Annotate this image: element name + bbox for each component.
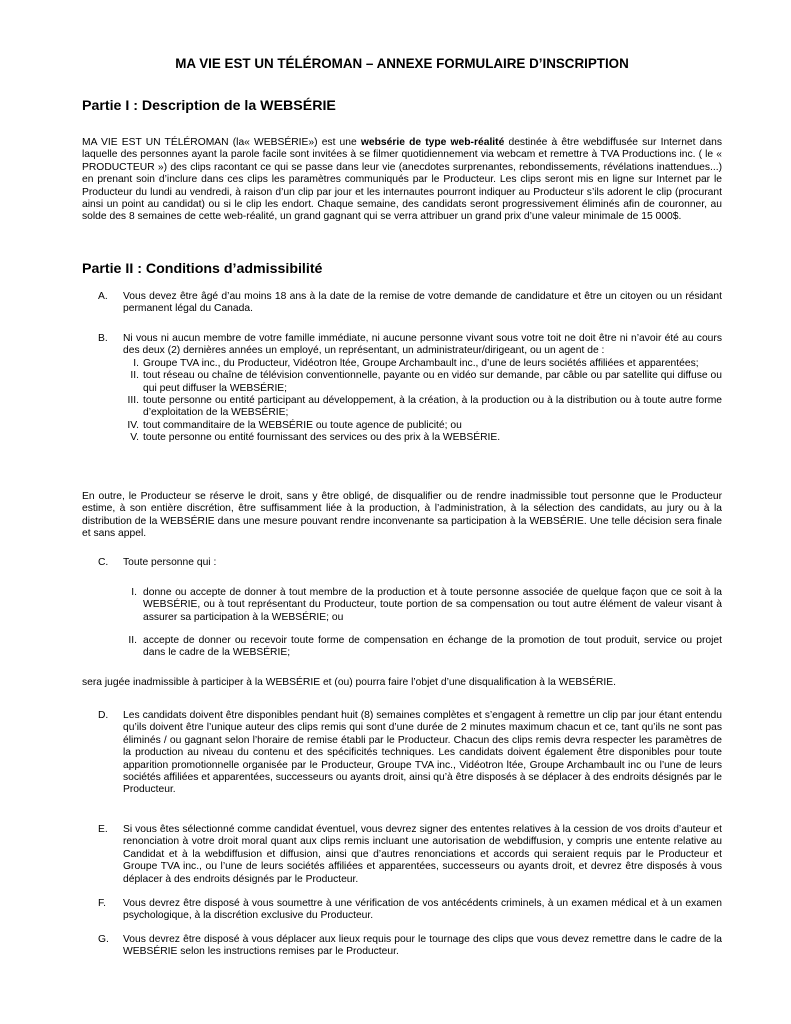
sub-item-number: I. [131,587,137,598]
part1-heading: Partie I : Description de la WEBSÉRIE [82,98,336,114]
condition-text: Les candidats doivent être disponibles pendant huit (8) semaines complètes et s’engagent à remettre un clip par jour étant entendu qu’ils doivent être l’unique auteur des clips remis qui sont d’une durée de 2 minutes maximum chacun et ce, tant qu’ils ne sont pas éliminés / ou gagnant selon l’horaire de remise établi par le Producteur. Chacun des clips remis devra respecter les paramètres de la production au niveau du contenu et des spécificités techniques. Les candidats doivent également être disponibles pour toute apparition promotionnelle organisée par le Producteur, Groupe TVA inc., Vidéotron ltée, Groupe Archambault inc ou l’une de leurs sociétés affiliées et apparentées, successeurs ou ayants droit, ainsi qu’à être disposés à se déplacer à des endroits désignés par le Producteur. [123,710,722,796]
sub-item-number: II. [130,370,139,382]
sub-item [127,419,722,432]
sub-item-number: IV. [127,419,139,431]
part1-text-bold: websérie de type web-réalité [360,137,505,148]
sub-item-text: toute personne ou entité participant au développement, à la création, à la production ou à la distribution ou à toute autre forme d’exploitation de la WEBSÉRIE; [143,395,722,419]
sub-item-text: toute personne ou entité fournissant des services ou des prix à la WEBSÉRIE. [143,432,501,444]
condition-letter: C. [98,557,109,568]
part1-text-start: MA VIE EST UN TÉLÉROMAN (la« WEBSÉRIE») est une [82,137,361,148]
condition-text: Ni vous ni aucun membre de votre famille immédiate, ni aucune personne vivant sous votre toit ne doit être ni n’avoir été au cours des deux (2) dernières années un employé, un représentant, un administrateur/dirigeant, ou un agent de : [123,333,722,357]
sub-item-number: II. [128,635,137,646]
condition-b [82,333,722,445]
sub-item-number: I. [133,357,139,369]
sub-item [130,370,722,395]
disqualification-paragraph: En outre, le Producteur se réserve le droit, sans y être obligé, de disqualifier ou de rendre inadmissible tout personne que le Producteur estime, à son entière discrétion, être suffisamment liée à la production, à l’administration, à la sélection des candidats, au jury ou à la distribution de la WEBSÉRIE dans une mesure pouvant rendre inconvenante sa participation à la WEBSÉRIE. Une telle décision sera finale et sans appel. [82,491,722,540]
condition-text: Vous devrez être disposé à vous soumettre à une vérification de vos antécédents criminels, à un examen médical et à un examen psychologique, à la discrétion exclusive du Producteur. [123,898,722,922]
condition-text: Vous devrez être disposé à vous déplacer aux lieux requis pour le tournage des clips que vous devez remettre dans le cadre de la WEBSÉRIE selon les instructions remises par le Producteur. [123,934,722,958]
sub-item-text: tout réseau ou chaîne de télévision conventionnelle, payante ou en vidéo sur demande, par câble ou par satellite qui diffuse ou qui peut diffuser la WEBSÉRIE; [143,370,722,394]
sub-item-text: Groupe TVA inc., du Producteur, Vidéotron ltée, Groupe Archambault inc., d’une de leurs sociétés affiliées et apparentées; [143,357,699,369]
condition-letter: F. [98,898,107,909]
condition-g [82,934,722,959]
condition-text: Vous devez être âgé d’au moins 18 ans à la date de la remise de votre demande de candidature et être un citoyen ou un résidant permanent légal du Canada. [123,291,722,315]
sub-item [127,395,722,420]
condition-letter: A. [98,291,108,302]
condition-letter: D. [98,710,109,721]
part2-heading: Partie II : Conditions d’admissibilité [82,261,323,277]
part1-text-end: destinée à être webdiffusée sur Internet dans laquelle des personnes ayant la parole facile sont invitées à se filmer quotidiennement via webcam et remettre à TVA Productions inc. ( le « PRODUCTEUR ») des clips racontant ce qui se passe dans leur vie (anecdotes surprenantes, rebondissements, révélations inattendues...) en prenant soin d’inclure dans ces clips les paramètres communiqués par le Producteur. Les clips seront mis en ligne sur Internet par le Producteur du lundi au vendredi, à raison d’un clip par jour et les internautes pourront indiquer au Producteur s’ils adorent le clip (procurant ainsi un point au candidat) ou si le clip les endort. Chaque semaine, des candidats seront progressivement éliminés afin de couronner, au solde des 8 semaines de cette web-réalité, un grand gagnant qui se verra attribuer un grand prix d’une valeur minimale de 15 000$. [82,137,722,223]
condition-c [82,557,722,569]
sub-item-number: III. [127,395,139,407]
condition-letter: E. [98,824,108,835]
condition-text: Toute personne qui : [123,557,217,568]
sub-item-text: donne ou accepte de donner à tout membre de la production et à toute personne associée de quelque façon que ce soit à la WEBSÉRIE, ou à tout représentant du Producteur, toute portion de sa compensation ou tout autre élément de valeur visant à assurer sa participation à la WEBSÉRIE; ou [143,587,722,623]
condition-letter: B. [98,333,108,344]
condition-a [82,291,722,316]
condition-text: Si vous êtes sélectionné comme candidat éventuel, vous devrez signer des ententes relatives à la cession de vos droits d’auteur et renonciation à votre droit moral quant aux clips remis incluant une autorisation de webdiffusion, y compris une entente relative au Candidat et à la webdiffusion et diffusion, ainsi que d’autres renonciations et accords qui seraient requis par le Producteur et Groupe TVA inc., ou l’une de leurs sociétés affiliées et apparentées, successeurs ou ayants droit, et devrez être disposés à vous déplacer à des endroits désignés par le Producteur. [123,824,722,885]
document-title: MA VIE EST UN TÉLÉROMAN – ANNEXE FORMULAIRE D’INSCRIPTION [175,56,629,71]
condition-e [82,824,722,886]
sub-item [123,587,722,624]
sub-item-number: V. [130,432,139,444]
condition-f [82,898,722,923]
part1-description [82,137,722,224]
sub-item [133,357,722,370]
sub-item [123,635,722,660]
sub-item-text: tout commanditaire de la WEBSÉRIE ou toute agence de publicité; ou [143,419,462,431]
condition-letter: G. [98,934,109,945]
condition-d [82,710,722,797]
sub-item [130,432,722,444]
inadmissible-paragraph: sera jugée inadmissible à participer à la WEBSÉRIE et (ou) pourra faire l’objet d’une disqualification à la WEBSÉRIE. [82,677,616,688]
sub-item-text: accepte de donner ou recevoir toute forme de compensation en échange de la promotion de tout produit, service ou projet dans le cadre de la WEBSÉRIE; [143,635,722,659]
